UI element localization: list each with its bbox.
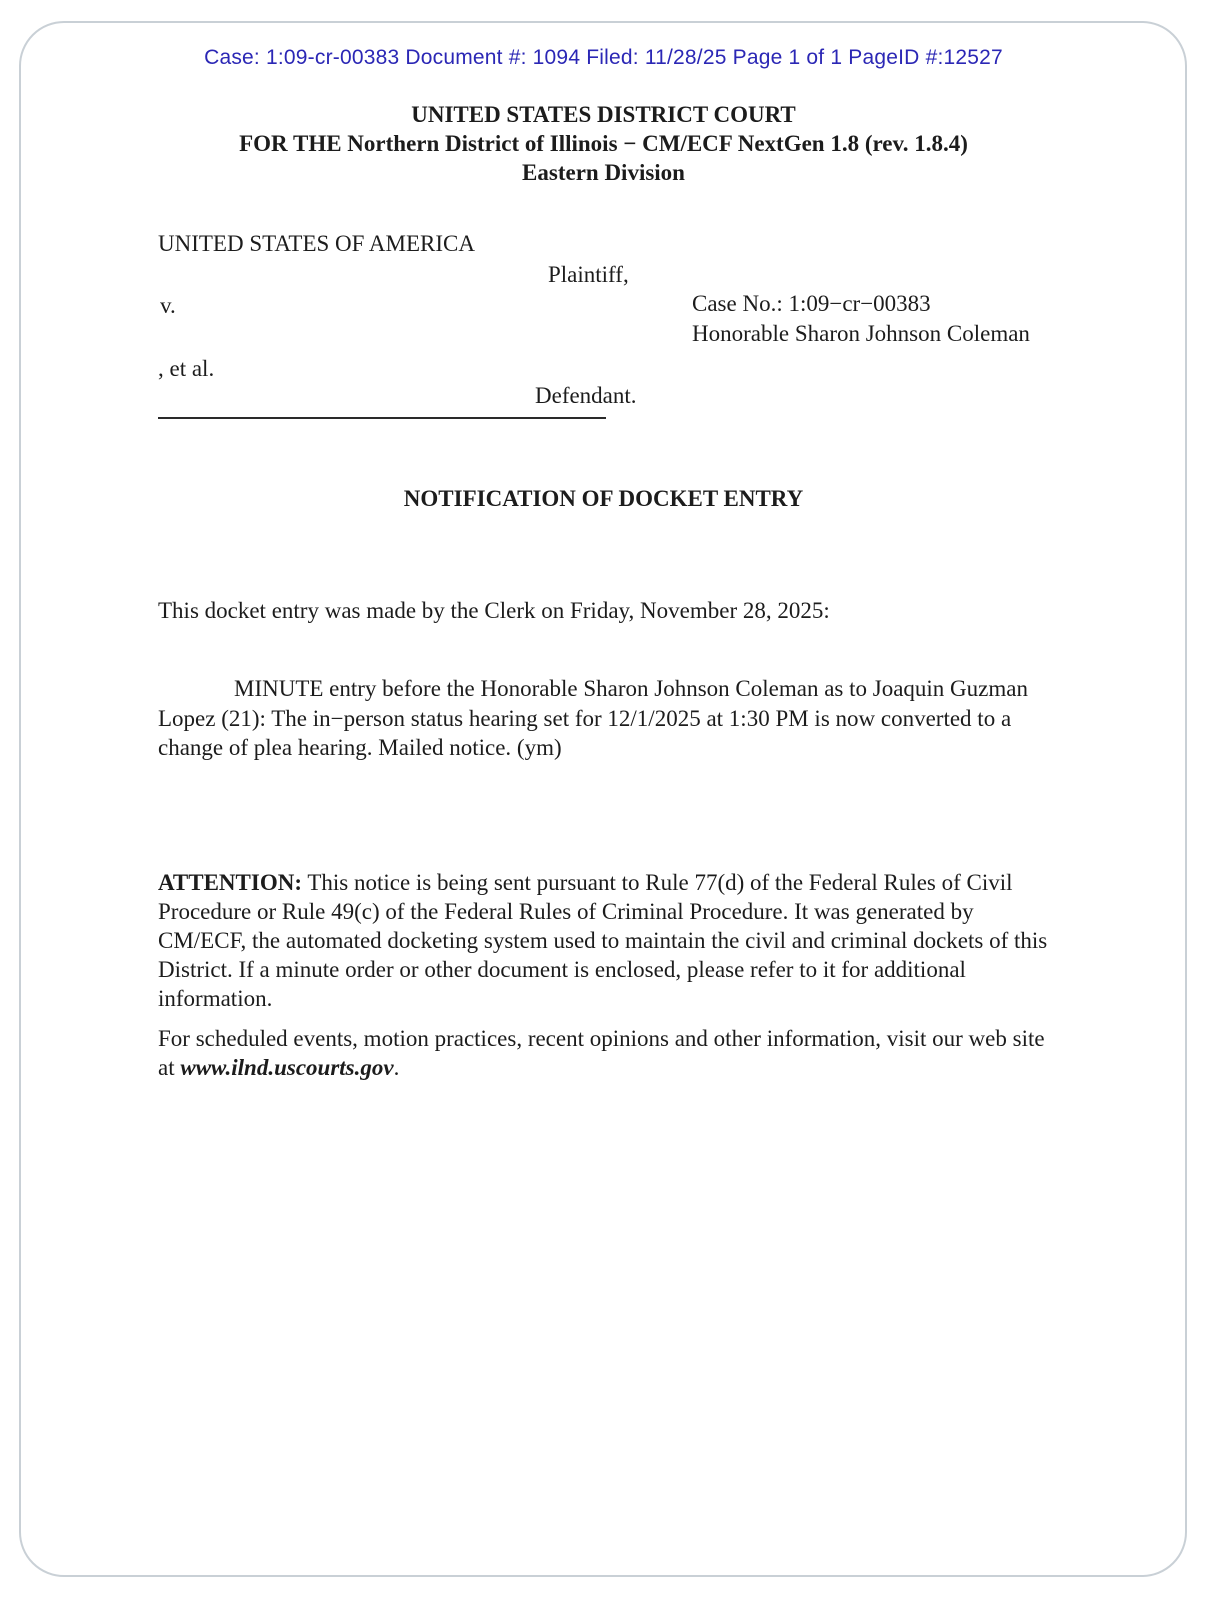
court-heading	[0, 100, 1207, 187]
minute-entry-paragraph: MINUTE entry before the Honorable Sharon Johnson Coleman as to Joaquin Guzman Lopez (21): The in−person status hearing set for 12/1/2025 at 1:30 PM is now converted to a change of plea hearing. Mailed notice. (ym)	[158, 676, 1028, 760]
plaintiff-role-label: Plaintiff,	[548, 262, 629, 287]
case-stamp: Case: 1:09-cr-00383 Document #: 1094 Filed: 11/28/25 Page 1 of 1 PageID #:12527	[204, 46, 1003, 69]
footer-paragraph	[158, 1024, 1053, 1082]
document-title: NOTIFICATION OF DOCKET ENTRY	[403, 486, 804, 511]
case-number: Case No.: 1:09−cr−00383	[692, 291, 931, 316]
attention-body: This notice is being sent pursuant to Rule 77(d) of the Federal Rules of Civil Procedure or Rule 49(c) of the Federal Rules of Criminal Procedure. It was generated by CM/ECF, the automated docketing system used to maintain the civil and criminal dockets of this District. If a minute order or other document is enclosed, please refer to it for additional information.	[158, 870, 1048, 1011]
plaintiff-name: UNITED STATES OF AMERICA	[158, 231, 475, 256]
clerk-entry-line: This docket entry was made by the Clerk on Friday, November 28, 2025:	[158, 598, 830, 623]
court-division: Eastern Division	[522, 160, 685, 185]
footer-text: For scheduled events, motion practices, recent opinions and other information, visit our web site at	[158, 1026, 1045, 1080]
defendant-role-label: Defendant.	[535, 383, 637, 408]
caption-divider	[158, 417, 606, 419]
court-name: UNITED STATES DISTRICT COURT	[411, 102, 796, 127]
court-district-line: FOR THE Northern District of Illinois − CM/ECF NextGen 1.8 (rev. 1.8.4)	[239, 131, 968, 156]
footer-period: .	[393, 1055, 400, 1080]
versus-label: v.	[160, 293, 176, 318]
website-url: www.ilnd.uscourts.gov	[180, 1055, 394, 1080]
judge-name: Honorable Sharon Johnson Coleman	[692, 321, 1030, 346]
case-info-column	[692, 289, 1030, 349]
attention-paragraph	[158, 868, 1053, 1013]
attention-label: ATTENTION:	[158, 870, 302, 895]
defendant-name: , et al.	[158, 356, 215, 381]
